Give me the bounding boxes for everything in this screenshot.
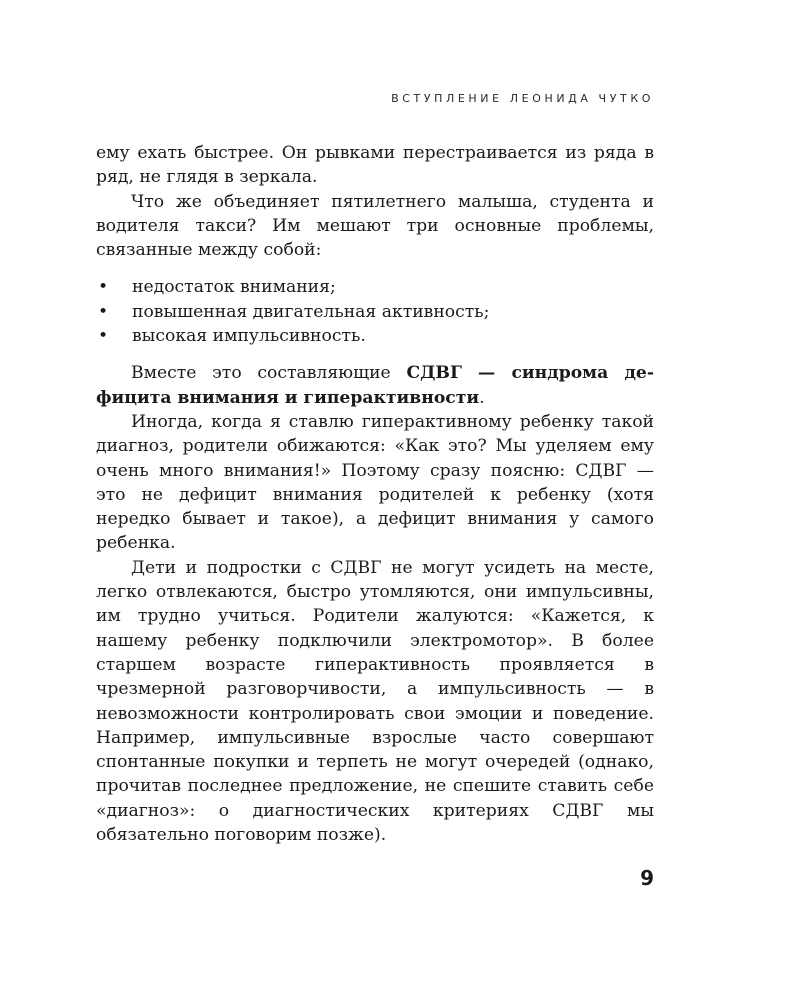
bullet-icon: • xyxy=(98,301,109,322)
paragraph-3 xyxy=(96,361,654,410)
list-item-text: повышенная двигательная активность; xyxy=(132,301,490,322)
list-item-text: высокая импульсивность. xyxy=(132,326,366,347)
paragraph-3-lead: Вместе это составляющие xyxy=(131,363,407,384)
bullet-icon: • xyxy=(98,326,109,347)
page-number: 9 xyxy=(640,866,654,890)
bullet-list xyxy=(96,275,654,348)
list-item xyxy=(96,300,654,324)
paragraph-4: Иногда, когда я ставлю гиперактивному ребенку такой диагноз, родители обижаются: «Как это? Мы уделяем ему очень много внимания!» Поэтому сразу поясню: СДВГ — это не дефицит внимания родителей к ребенку (хотя нередко бывает и такое), а дефицит внимания у самого ребенка. xyxy=(96,411,654,554)
adhd-definition: СДВГ — синдрома дефицита внимания и гиперактивности xyxy=(96,363,655,408)
paragraph-5: Дети и подростки с СДВГ не могут усидеть на месте, легко отвлекаются, быстро утомляются, они импульсивны, им трудно учиться. Родители жалуются: «Кажется, к нашему ребенку подключили электромотор». В более старшем возрасте гиперактивность проявляется в чрезмерной разговорчивости, а импульсивность — в невозможности контролировать свои эмоции и поведение. Например, импульсивные взрослые часто совершают спонтанные покупки и терпеть не могут очередей (однако, прочитав последнее предложение, не спешите ставить себе «диагноз»: о диагностических критериях СДВГ мы обязательно поговорим позже). xyxy=(96,557,654,846)
list-item xyxy=(96,275,654,299)
running-head: ВСТУПЛЕНИЕ ЛЕОНИДА ЧУТКО xyxy=(391,92,654,105)
paragraph-2: Что же объединяет пятилетнего малыша, студента и водителя такси? Им мешают три основные проблемы, связанные между собой: xyxy=(96,191,654,261)
paragraph-1: ему ехать быстрее. Он рывками перестраивается из ряда в ряд, не глядя в зеркала. xyxy=(96,143,654,188)
paragraph-3-end: . xyxy=(479,387,485,408)
list-item-text: недостаток внимания; xyxy=(132,277,336,298)
list-item xyxy=(96,324,654,348)
bullet-icon: • xyxy=(98,277,109,298)
body-text xyxy=(96,141,654,847)
